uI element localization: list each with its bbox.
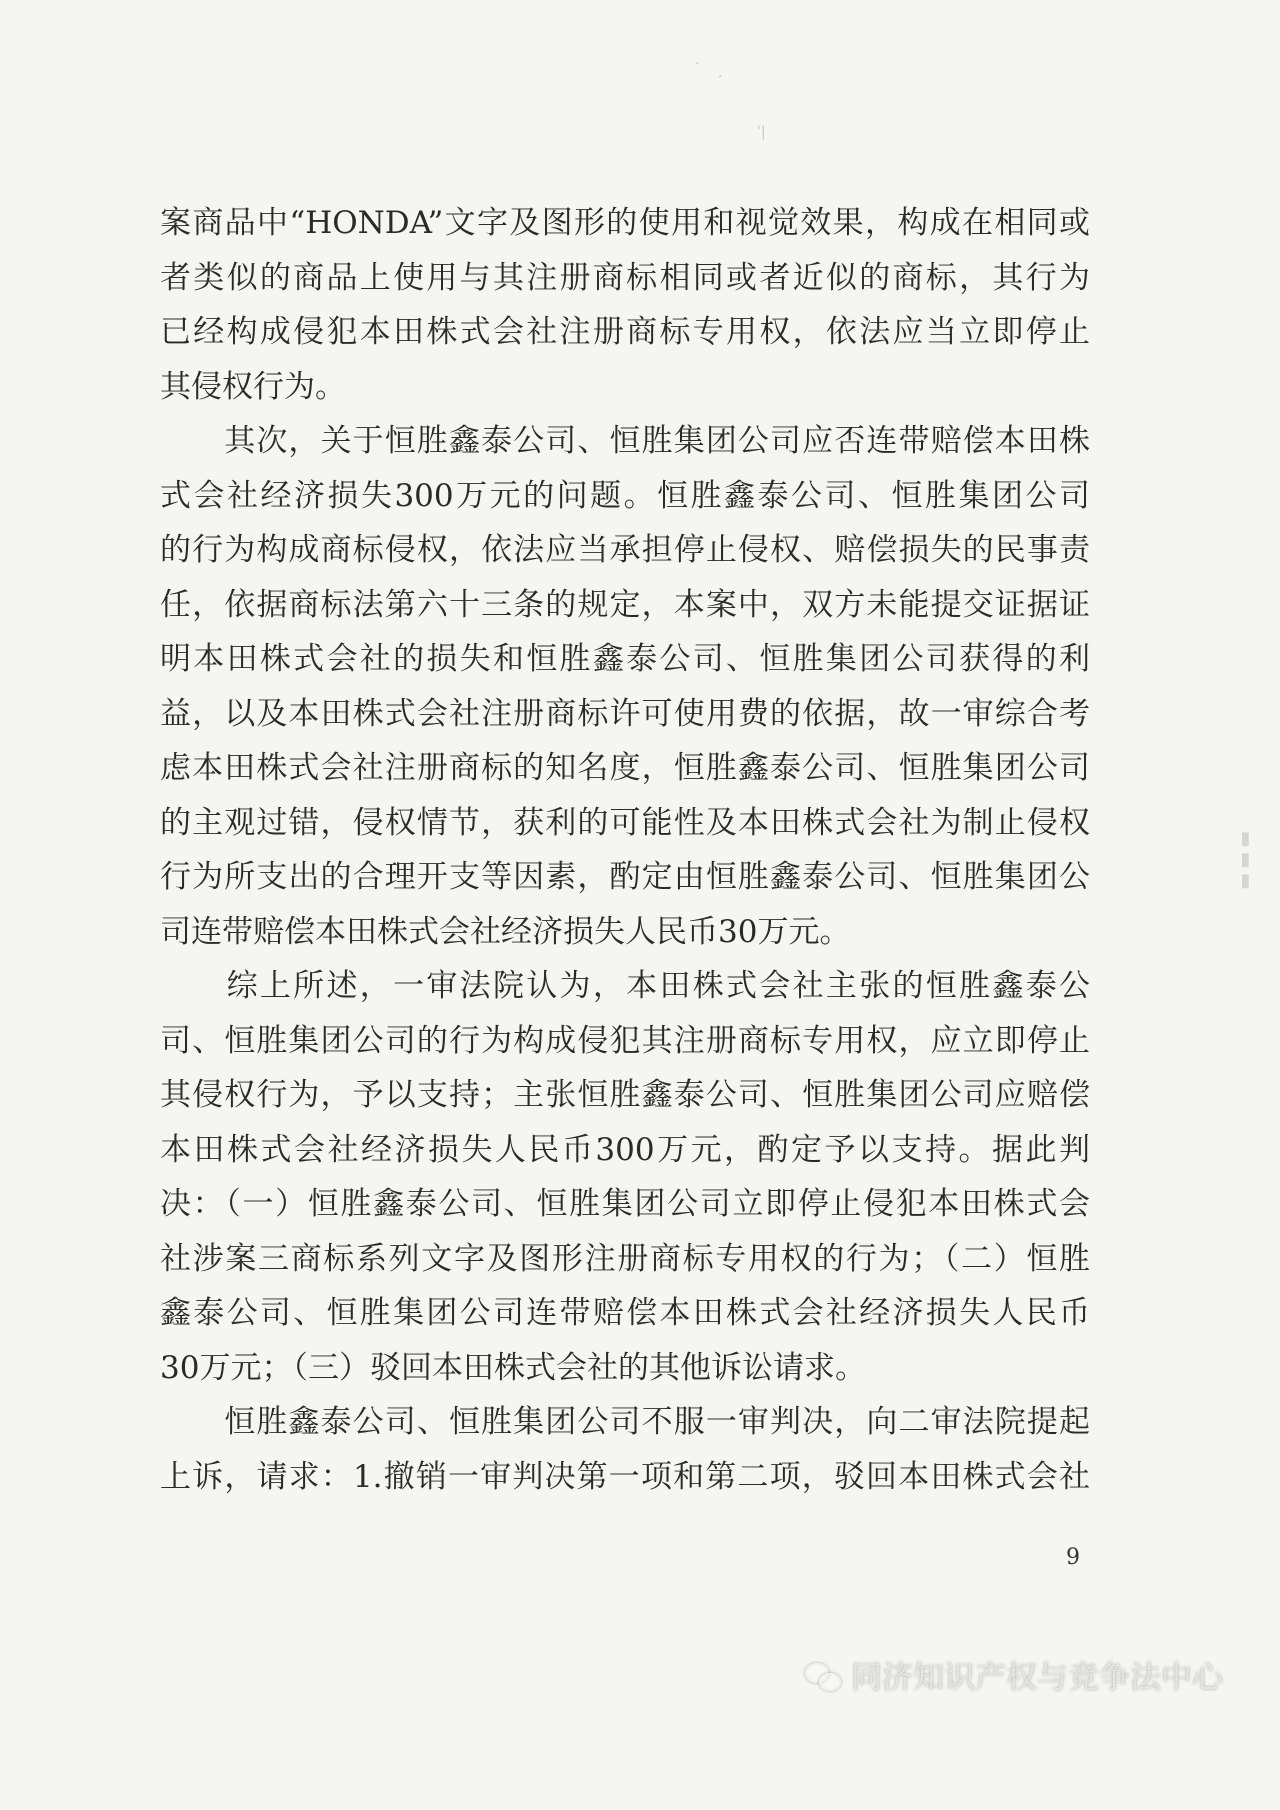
scan-speck: ˊ (716, 74, 723, 90)
text-line: 其侵权行为，予以支持；主张恒胜鑫泰公司、恒胜集团公司应赔偿 (160, 1077, 1090, 1113)
text-line: 恒胜鑫泰公司、恒胜集团公司不服一审判决，向二审法院提起 (160, 1404, 1090, 1440)
text-line: 式会社经济损失300万元的问题。恒胜鑫泰公司、恒胜集团公司 (160, 477, 1090, 514)
text-line: 本田株式会社经济损失人民币300万元，酌定予以支持。据此判 (160, 1131, 1090, 1168)
text-line: 的主观过错，侵权情节，获利的可能性及本田株式会社为制止侵权 (160, 804, 1090, 841)
text-line: 明本田株式会社的损失和恒胜鑫泰公司、恒胜集团公司获得的利 (160, 641, 1090, 677)
text-line: 社涉案三商标系列文字及图形注册商标专用权的行为；（二）恒胜 (160, 1240, 1090, 1277)
text-line: 虑本田株式会社注册商标的知名度，恒胜鑫泰公司、恒胜集团公司 (160, 750, 1090, 786)
scan-speck: · (695, 56, 700, 72)
text-line: 的行为构成商标侵权，依法应当承担停止侵权、赔偿损失的民事责 (160, 532, 1090, 568)
page-number: 9 (1066, 1545, 1080, 1570)
text-line: 案商品中“HONDA”文字及图形的使用和视觉效果，构成在相同或 (160, 205, 1090, 241)
text-line: 益，以及本田株式会社注册商标许可使用费的依据，故一审综合考 (160, 695, 1090, 732)
watermark (805, 1652, 1223, 1697)
text-line: 鑫泰公司、恒胜集团公司连带赔偿本田株式会社经济损失人民币 (160, 1295, 1090, 1331)
watermark-text: 同济知识产权与竞争法中心 (851, 1660, 1223, 1696)
text-line: 30万元；（三）驳回本田株式会社的其他诉讼请求。 (160, 1349, 866, 1386)
body-text (160, 196, 1090, 1504)
scan-speck: '| (757, 124, 766, 140)
text-line: 决：（一）恒胜鑫泰公司、恒胜集团公司立即停止侵犯本田株式会 (160, 1186, 1090, 1222)
text-line: 已经构成侵犯本田株式会社注册商标专用权，依法应当立即停止 (160, 314, 1090, 350)
text-line: 者类似的商品上使用与其注册商标相同或者近似的商标，其行为 (160, 259, 1090, 296)
text-line: 其次，关于恒胜鑫泰公司、恒胜集团公司应否连带赔偿本田株 (160, 423, 1090, 459)
text-line: 综上所述，一审法院认为，本田株式会社主张的恒胜鑫泰公 (160, 968, 1090, 1004)
margin-stamp-mark: ▮▮▮ (1235, 828, 1256, 891)
wechat-icon (805, 1661, 841, 1689)
text-line: 司、恒胜集团公司的行为构成侵犯其注册商标专用权，应立即停止 (160, 1022, 1090, 1059)
text-line: 任，依据商标法第六十三条的规定，本案中，双方未能提交证据证 (160, 586, 1090, 623)
text-line: 上诉，请求：1.撤销一审判决第一项和第二项，驳回本田株式会社 (160, 1458, 1090, 1495)
text-line: 其侵权行为。 (160, 368, 346, 405)
text-line: 司连带赔偿本田株式会社经济损失人民币30万元。 (160, 913, 851, 950)
text-line: 行为所支出的合理开支等因素，酌定由恒胜鑫泰公司、恒胜集团公 (160, 859, 1090, 895)
